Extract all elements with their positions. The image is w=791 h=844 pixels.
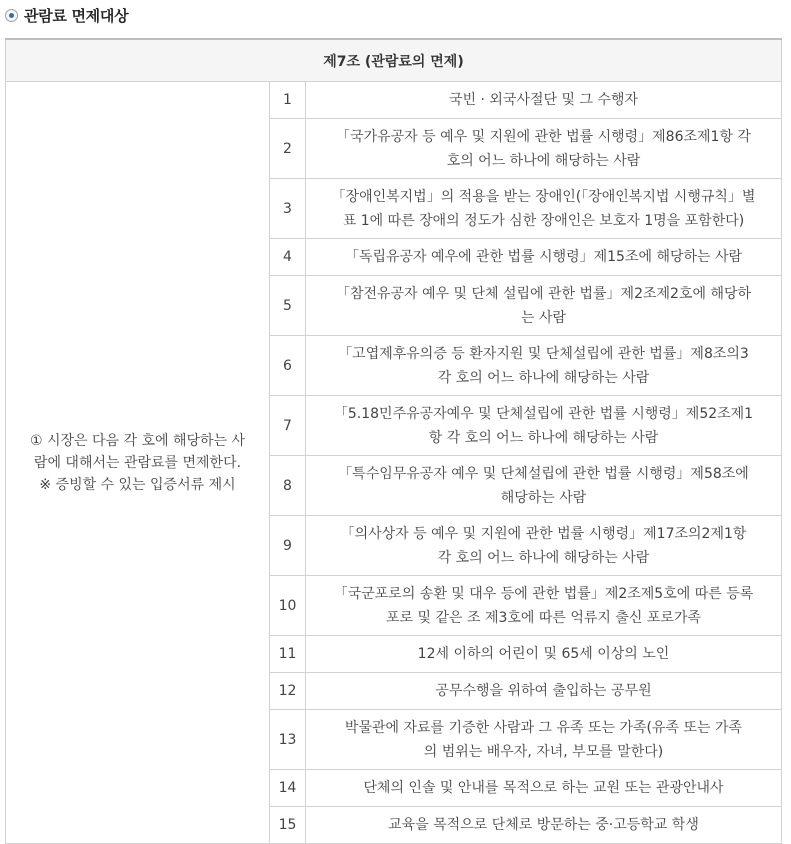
circle-bullet-icon xyxy=(5,9,18,22)
row-description xyxy=(306,82,782,119)
description-line: 포로 및 같은 조 제3호에 따른 억류지 출신 포로가족 xyxy=(386,609,701,626)
row-description xyxy=(306,710,782,770)
description-line: 「의사상자 등 예우 및 지원에 관한 법률 시행령」제17조의2제1항 xyxy=(340,525,747,542)
row-description xyxy=(306,456,782,516)
row-description xyxy=(306,239,782,276)
row-description xyxy=(306,336,782,396)
description-line: 각 호의 어느 하나에 해당하는 사람 xyxy=(437,549,650,566)
row-number: 12 xyxy=(270,673,306,710)
row-description xyxy=(306,576,782,636)
row-number: 6 xyxy=(270,336,306,396)
clause-text-line: 람에 대해서는 관람료를 면제한다. xyxy=(33,454,242,471)
description-line: 「장애인복지법」의 적용을 받는 장애인(「장애인복지법 시행규칙」별 xyxy=(331,188,756,205)
description-line: 각 호의 어느 하나에 해당하는 사람 xyxy=(437,369,650,386)
row-number: 9 xyxy=(270,516,306,576)
table-row xyxy=(6,82,782,119)
description-line: 「고엽제후유의증 등 환자지원 및 단체설립에 관한 법률」제8조의3 xyxy=(338,345,749,362)
row-description xyxy=(306,673,782,710)
description-line: 표 1에 따른 장애의 정도가 심한 장애인은 보호자 1명을 포함한다) xyxy=(342,212,745,229)
description-line: 해당하는 사람 xyxy=(500,489,587,506)
description-line: 항 각 호의 어느 하나에 해당하는 사람 xyxy=(428,429,659,446)
row-description xyxy=(306,807,782,844)
section-title: 관람료 면제대상 xyxy=(24,6,129,25)
row-description xyxy=(306,396,782,456)
row-number: 1 xyxy=(270,82,306,119)
clause-text-line: ※ 증빙할 수 있는 입증서류 제시 xyxy=(39,476,236,493)
row-description xyxy=(306,276,782,336)
row-number: 14 xyxy=(270,770,306,807)
row-number: 13 xyxy=(270,710,306,770)
description-line: 「5.18민주유공자예우 및 단체설립에 관한 법률 시행령」제52조제1 xyxy=(333,405,754,422)
table-header: 제7조 (관람료의 면제) xyxy=(6,39,782,82)
row-number: 3 xyxy=(270,179,306,239)
description-line: 12세 이하의 어린이 및 65세 이상의 노인 xyxy=(417,646,670,662)
description-line: 「특수임무유공자 예우 및 단체설립에 관한 법률 시행령」제58조에 xyxy=(338,465,749,482)
description-line: 「국가유공자 등 예우 및 지원에 관한 법률 시행령」제86조제1항 각 xyxy=(336,128,751,145)
section-heading xyxy=(5,4,128,26)
description-line: 교육을 목적으로 단체로 방문하는 중·고등학교 학생 xyxy=(388,817,699,833)
exemption-table xyxy=(5,38,782,844)
description-line: 「참전유공자 예우 및 단체 설립에 관한 법률」제2조제2호에 해당하 xyxy=(335,285,752,302)
row-description xyxy=(306,119,782,179)
clause-text-line: ① 시장은 다음 각 호에 해당하는 사 xyxy=(29,432,246,449)
row-number: 15 xyxy=(270,807,306,844)
description-line: 단체의 인솔 및 안내를 목적으로 하는 교원 또는 관광안내사 xyxy=(363,780,724,796)
row-description xyxy=(306,179,782,239)
row-description xyxy=(306,770,782,807)
row-number: 7 xyxy=(270,396,306,456)
exemption-clause-cell xyxy=(6,82,270,844)
row-number: 4 xyxy=(270,239,306,276)
row-number: 10 xyxy=(270,576,306,636)
row-number: 5 xyxy=(270,276,306,336)
description-line: 공무수행을 위하여 출입하는 공무원 xyxy=(435,683,652,699)
description-line: 「독립유공자 예우에 관한 법률 시행령」제15조에 해당하는 사람 xyxy=(344,249,743,265)
description-line: 박물관에 자료를 기증한 사람과 그 유족 또는 가족(유족 또는 가족 xyxy=(344,719,743,736)
description-line: 호의 어느 하나에 해당하는 사람 xyxy=(446,152,641,169)
description-line: 의 범위는 배우자, 자녀, 부모를 말한다) xyxy=(423,743,664,760)
row-number: 2 xyxy=(270,119,306,179)
row-number: 11 xyxy=(270,636,306,673)
description-line: 국빈 · 외국사절단 및 그 수행자 xyxy=(449,92,638,108)
row-description xyxy=(306,516,782,576)
row-description xyxy=(306,636,782,673)
description-line: 는 사람 xyxy=(520,309,567,326)
row-number: 8 xyxy=(270,456,306,516)
description-line: 「국군포로의 송환 및 대우 등에 관한 법률」제2조제5호에 따른 등록 xyxy=(333,585,754,602)
